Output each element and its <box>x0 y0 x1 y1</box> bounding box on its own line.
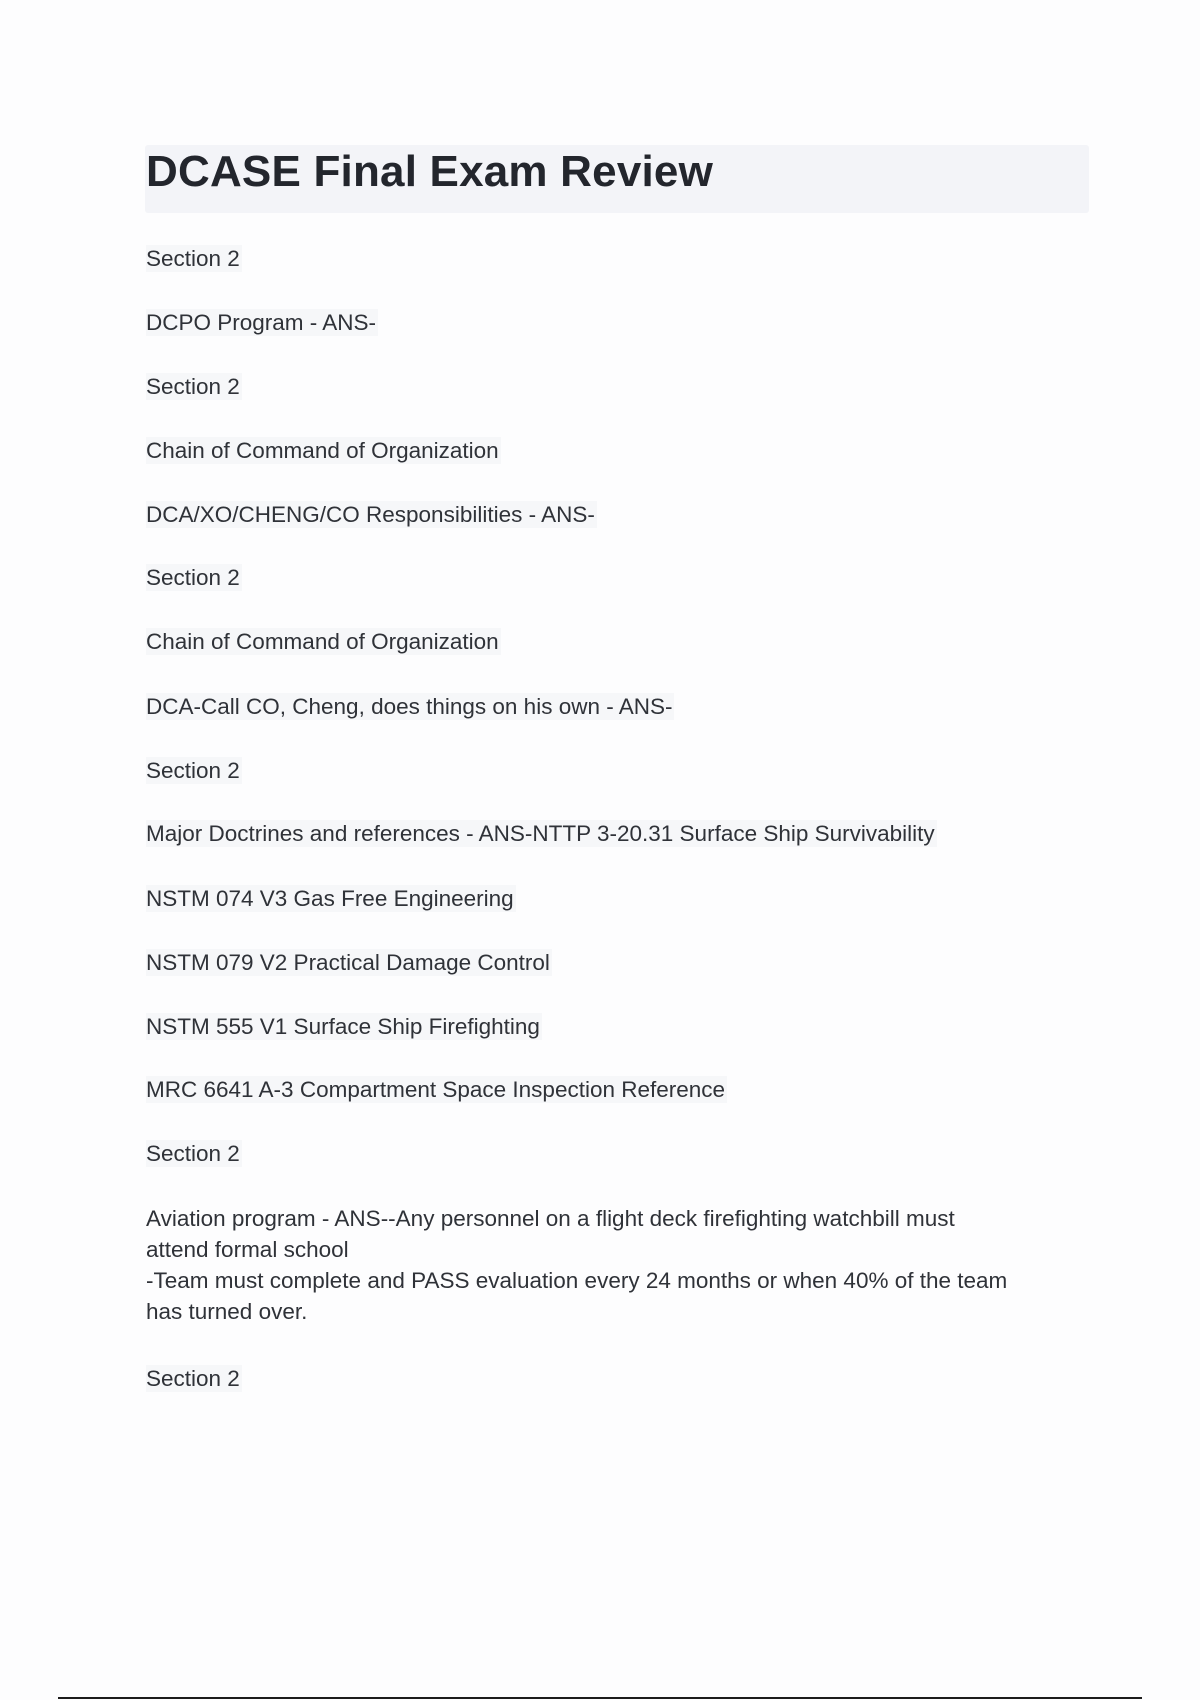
reference-line: MRC 6641 A-3 Compartment Space Inspection Reference <box>146 1077 726 1102</box>
section-heading: Section 2 <box>146 246 240 271</box>
paragraph-line: -Team must complete and PASS evaluation every 24 months or when 40% of the team <box>146 1268 1008 1293</box>
reference-line: NSTM 074 V3 Gas Free Engineering <box>146 886 514 911</box>
section-heading: Section 2 <box>146 1141 240 1166</box>
question-line: DCA-Call CO, Cheng, does things on his own - ANS- <box>146 694 673 719</box>
section-heading: Section 2 <box>146 374 240 399</box>
question-line: DCA/XO/CHENG/CO Responsibilities - ANS- <box>146 502 595 527</box>
paragraph-line: Aviation program - ANS--Any personnel on a flight deck firefighting watchbill must <box>146 1206 955 1231</box>
question-line: DCPO Program - ANS- <box>146 310 377 335</box>
paragraph-line: attend formal school <box>146 1237 349 1262</box>
reference-line: NSTM 079 V2 Practical Damage Control <box>146 950 550 975</box>
reference-line: NSTM 555 V1 Surface Ship Firefighting <box>146 1014 540 1039</box>
document-title: DCASE Final Exam Review <box>146 147 714 196</box>
paragraph-line: has turned over. <box>146 1299 308 1324</box>
topic-line: Chain of Command of Organization <box>146 629 499 654</box>
section-heading: Section 2 <box>146 565 240 590</box>
aviation-paragraph <box>146 1203 1086 1327</box>
question-line: Major Doctrines and references - ANS-NTTP 3-20.31 Surface Ship Survivability <box>146 821 935 846</box>
topic-line: Chain of Command of Organization <box>146 438 499 463</box>
section-heading: Section 2 <box>146 1366 240 1391</box>
section-heading: Section 2 <box>146 758 240 783</box>
footer-rule <box>58 1697 1142 1699</box>
